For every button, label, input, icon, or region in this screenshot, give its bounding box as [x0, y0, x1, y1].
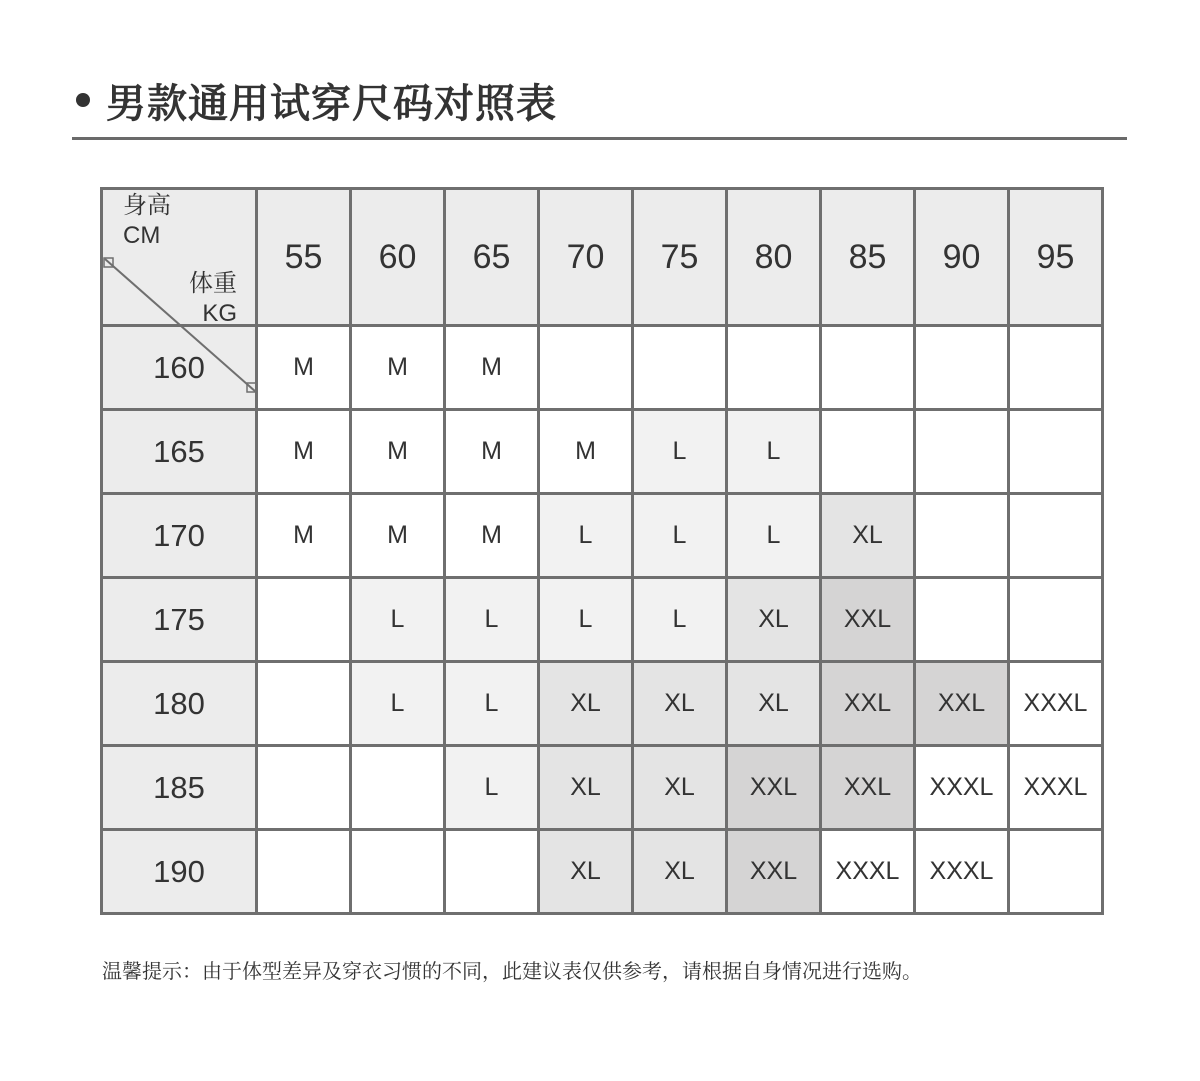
weight-header-cell: 75 [633, 189, 727, 326]
weight-header-cell: 55 [257, 189, 351, 326]
height-row-header: 185 [102, 746, 257, 830]
size-chart-body [102, 189, 1103, 914]
bullet-dot [76, 93, 90, 107]
table-row [102, 746, 1103, 830]
height-row-header: 160 [102, 326, 257, 410]
weight-header-row [102, 189, 1103, 326]
size-cell [539, 326, 633, 410]
size-cell: XXL [821, 746, 915, 830]
size-cell: XL [727, 662, 821, 746]
tip-note: 温馨提示：由于体型差异及穿衣习惯的不同，此建议表仅供参考，请根据自身情况进行选购。 [102, 959, 922, 983]
size-cell: XL [633, 830, 727, 914]
table-row [102, 578, 1103, 662]
height-row-header: 170 [102, 494, 257, 578]
weight-header-cell: 60 [351, 189, 445, 326]
size-cell: XXL [727, 746, 821, 830]
size-cell [915, 410, 1009, 494]
size-cell: XL [727, 578, 821, 662]
size-cell: XL [633, 746, 727, 830]
size-cell: XL [539, 830, 633, 914]
size-chart-table [100, 187, 1104, 915]
corner-header [102, 189, 257, 326]
size-cell: M [445, 494, 539, 578]
size-cell: L [727, 410, 821, 494]
size-cell [351, 830, 445, 914]
size-cell: L [445, 746, 539, 830]
size-cell: XL [821, 494, 915, 578]
size-cell: XXL [821, 578, 915, 662]
size-cell [257, 746, 351, 830]
table-row [102, 662, 1103, 746]
size-cell: XXXL [1009, 662, 1103, 746]
height-unit: CM [123, 222, 161, 249]
size-cell: M [351, 326, 445, 410]
size-cell [1009, 326, 1103, 410]
size-cell: XXXL [1009, 746, 1103, 830]
title-divider [72, 137, 1127, 140]
height-row-header: 180 [102, 662, 257, 746]
size-cell: M [257, 326, 351, 410]
size-cell: M [351, 410, 445, 494]
height-row-header: 175 [102, 578, 257, 662]
table-row [102, 410, 1103, 494]
size-cell [915, 578, 1009, 662]
size-cell [1009, 410, 1103, 494]
height-row-header: 190 [102, 830, 257, 914]
size-cell [351, 746, 445, 830]
weight-header-cell: 90 [915, 189, 1009, 326]
size-cell [821, 326, 915, 410]
size-cell: L [633, 578, 727, 662]
size-cell: XL [633, 662, 727, 746]
size-cell: L [445, 662, 539, 746]
table-row [102, 494, 1103, 578]
weight-axis-label [189, 269, 237, 329]
size-cell: M [445, 326, 539, 410]
size-cell [821, 410, 915, 494]
weight-header-cell: 65 [445, 189, 539, 326]
size-cell: L [539, 578, 633, 662]
size-cell: XXL [821, 662, 915, 746]
size-cell: M [351, 494, 445, 578]
height-row-header: 165 [102, 410, 257, 494]
size-cell [257, 662, 351, 746]
weight-unit: KG [202, 300, 237, 327]
size-cell: L [351, 662, 445, 746]
size-cell: M [539, 410, 633, 494]
size-cell [915, 494, 1009, 578]
size-cell [915, 326, 1009, 410]
size-cell: XXXL [915, 830, 1009, 914]
size-cell: L [539, 494, 633, 578]
size-cell: L [727, 494, 821, 578]
weight-label: 体重 [189, 270, 237, 297]
weight-header-cell: 85 [821, 189, 915, 326]
size-cell: M [445, 410, 539, 494]
table-row [102, 830, 1103, 914]
weight-header-cell: 80 [727, 189, 821, 326]
page-title: 男款通用试穿尺码对照表 [106, 80, 557, 127]
size-cell: XXXL [821, 830, 915, 914]
size-cell: XXL [915, 662, 1009, 746]
size-cell [1009, 578, 1103, 662]
size-cell: XL [539, 662, 633, 746]
size-cell: XXXL [915, 746, 1009, 830]
size-cell [257, 578, 351, 662]
size-cell: L [445, 578, 539, 662]
size-cell: L [351, 578, 445, 662]
size-cell [445, 830, 539, 914]
size-cell [727, 326, 821, 410]
size-cell [1009, 830, 1103, 914]
height-label: 身高 [123, 192, 171, 219]
weight-header-cell: 70 [539, 189, 633, 326]
size-cell: M [257, 410, 351, 494]
size-cell [257, 830, 351, 914]
size-cell [1009, 494, 1103, 578]
weight-header-cell: 95 [1009, 189, 1103, 326]
title-row [76, 70, 557, 130]
height-axis-label [123, 191, 171, 251]
size-cell [633, 326, 727, 410]
size-cell: XL [539, 746, 633, 830]
size-cell: L [633, 410, 727, 494]
size-cell: M [257, 494, 351, 578]
size-cell: XXL [727, 830, 821, 914]
size-cell: L [633, 494, 727, 578]
